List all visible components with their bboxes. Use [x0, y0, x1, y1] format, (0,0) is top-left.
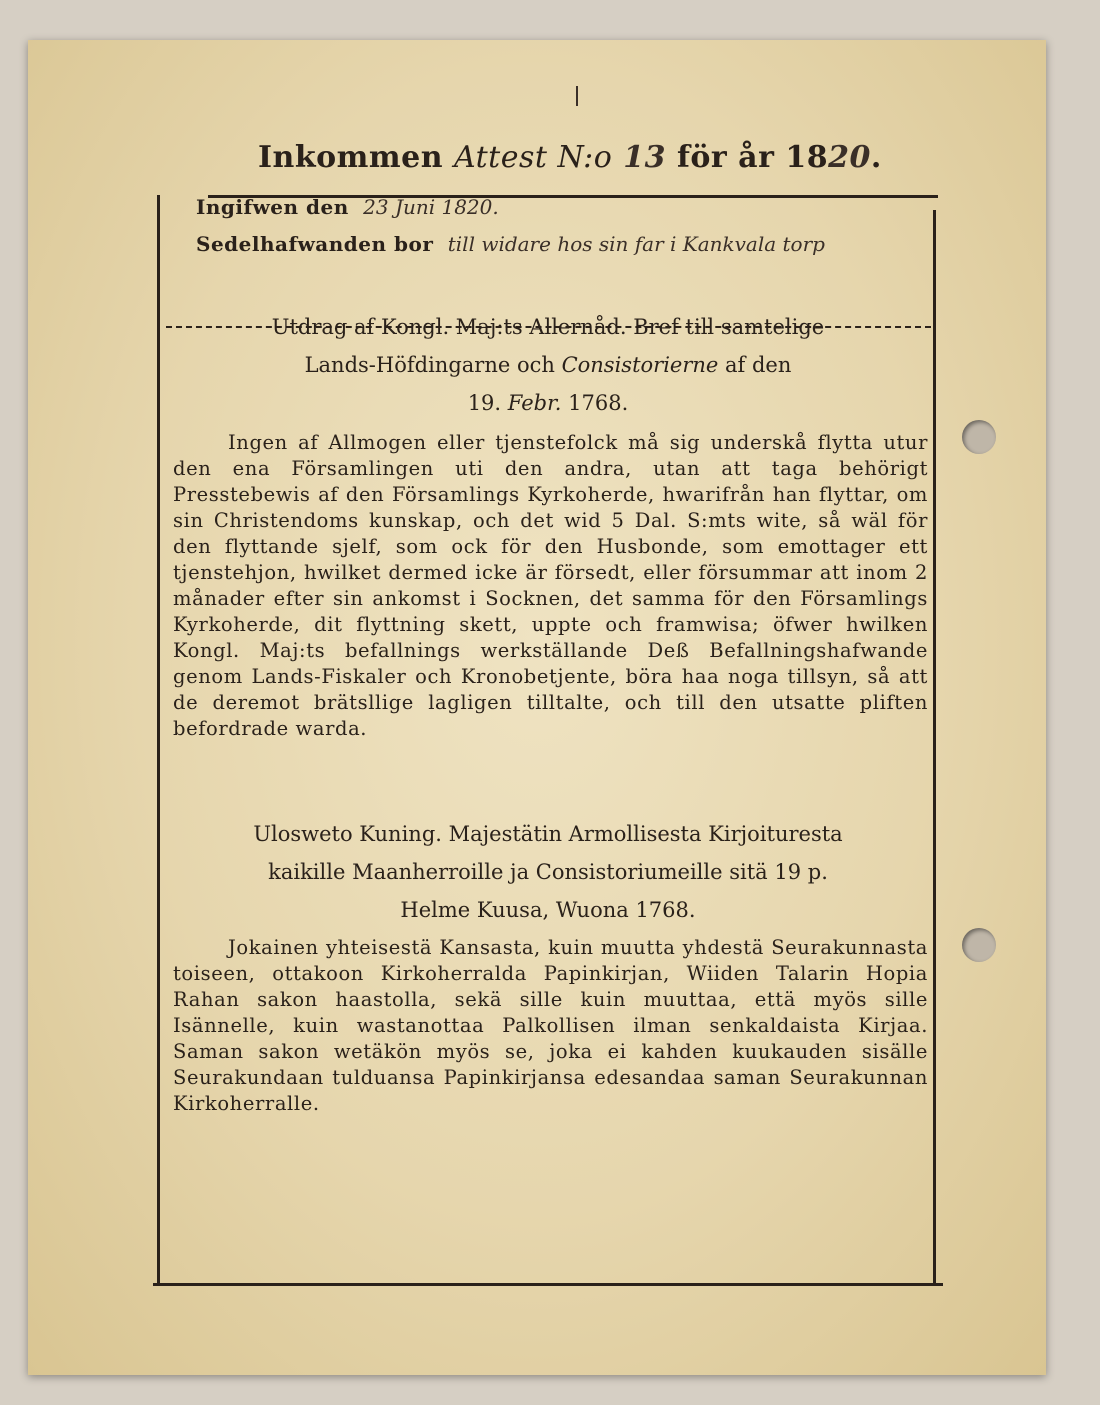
swedish-title-line-2b: Consistorierne — [561, 353, 719, 377]
holder-residence-field — [196, 232, 825, 256]
holder-residence-label: Sedelhafwanden bor — [196, 232, 434, 256]
heading-attest-label: Attest N:o — [453, 140, 613, 175]
swedish-title-line-3c: 1768. — [568, 391, 629, 415]
swedish-title-line-1: Utdrag af Kongl. Maj:ts Allernåd. Bref till samtelige — [271, 315, 825, 339]
finnish-title-line-1: Ulosweto Kuning. Majestätin Armollisesta Kirjoituresta — [253, 822, 843, 846]
heading-year-value: 20 — [828, 140, 871, 175]
swedish-title — [178, 308, 918, 422]
submitted-date-value: 23 Juni 1820. — [363, 195, 499, 219]
right-border-rule — [933, 210, 936, 1285]
submitted-date-label: Ingifwen den — [196, 195, 349, 219]
holder-residence-value: till widare hos sin far i Kankvala torp — [447, 232, 825, 256]
finnish-title — [178, 815, 918, 929]
document-heading — [258, 140, 898, 175]
submitted-date-field — [196, 195, 499, 219]
swedish-body-text: Ingen af Allmogen eller tjenstefolck må sig underskå flytta utur den ena Församlingen uti den andra, utan att taga behörigt Presstebewis af den Församlings Kyrkoherde, hwarifrån han flyttar, om sin Christendoms kunskap, och det wid 5 Dal. S:mts wite, så wäl för den flyttande sjelf, som ock för den Husbonde, som emottager ett tjenstehjon, hwilket dermed icke är försedt, eller försummar att inom 2 månader efter sin ankomst i Socknen, det samma för den Församlings Kyrkoherde, dit flyttning skett, uppte och framwisa; öfwer hwilken Kongl. Maj:ts befallnings werkställande Deß Befallningshafwande genom Lands-Fiskaler och Kronobetjente, böra haa noga tillsyn, så att de deremot brätsllige lagligen tilltalte, och till den utsatte pliften befordrade warda. — [173, 431, 928, 740]
punch-hole-lower — [962, 928, 996, 962]
heading-year-label: för år 18 — [676, 140, 829, 175]
finnish-body-text: Jokainen yhteisestä Kansasta, kuin muutta yhdestä Seurakunnasta toiseen, ottakoon Kirkoherralda Papinkirjan, Wiiden Talarin Hopia Rahan sakon haastolla, sekä sille kuin muuttaa, että myös sille Isännelle, kuin wastanottaa Palkollisen ilman senkaldaista Kirjaa. Saman sakon wetäkön myös se, joka ei kahden kuukauden sisälle Seurakundaan tulduansa Papinkirjansa edesandaa saman Seurakunnan Kirkoherralle. — [173, 936, 928, 1115]
swedish-title-line-2a: Lands-Höfdingarne och — [304, 353, 555, 377]
swedish-title-line-2 — [178, 346, 918, 384]
finnish-title-line-2: kaikille Maanherroille ja Consistoriumeille sitä 19 p. — [268, 860, 828, 884]
swedish-title-line-3 — [178, 384, 918, 422]
swedish-title-line-3b: Febr. — [507, 391, 562, 415]
heading-inkommen: Inkommen — [258, 140, 444, 175]
left-border-rule — [157, 195, 160, 1285]
swedish-title-line-2c: af den — [725, 353, 792, 377]
bottom-border-rule — [153, 1283, 943, 1286]
heading-trailing: . — [870, 140, 882, 175]
heading-attest-number: 13 — [623, 140, 667, 175]
document-sheet — [28, 40, 1046, 1375]
finnish-title-line-3: Helme Kuusa, Wuona 1768. — [400, 898, 696, 922]
margin-mark — [576, 86, 578, 106]
punch-hole-upper — [962, 420, 996, 454]
swedish-title-line-3a: 19. — [467, 391, 502, 415]
